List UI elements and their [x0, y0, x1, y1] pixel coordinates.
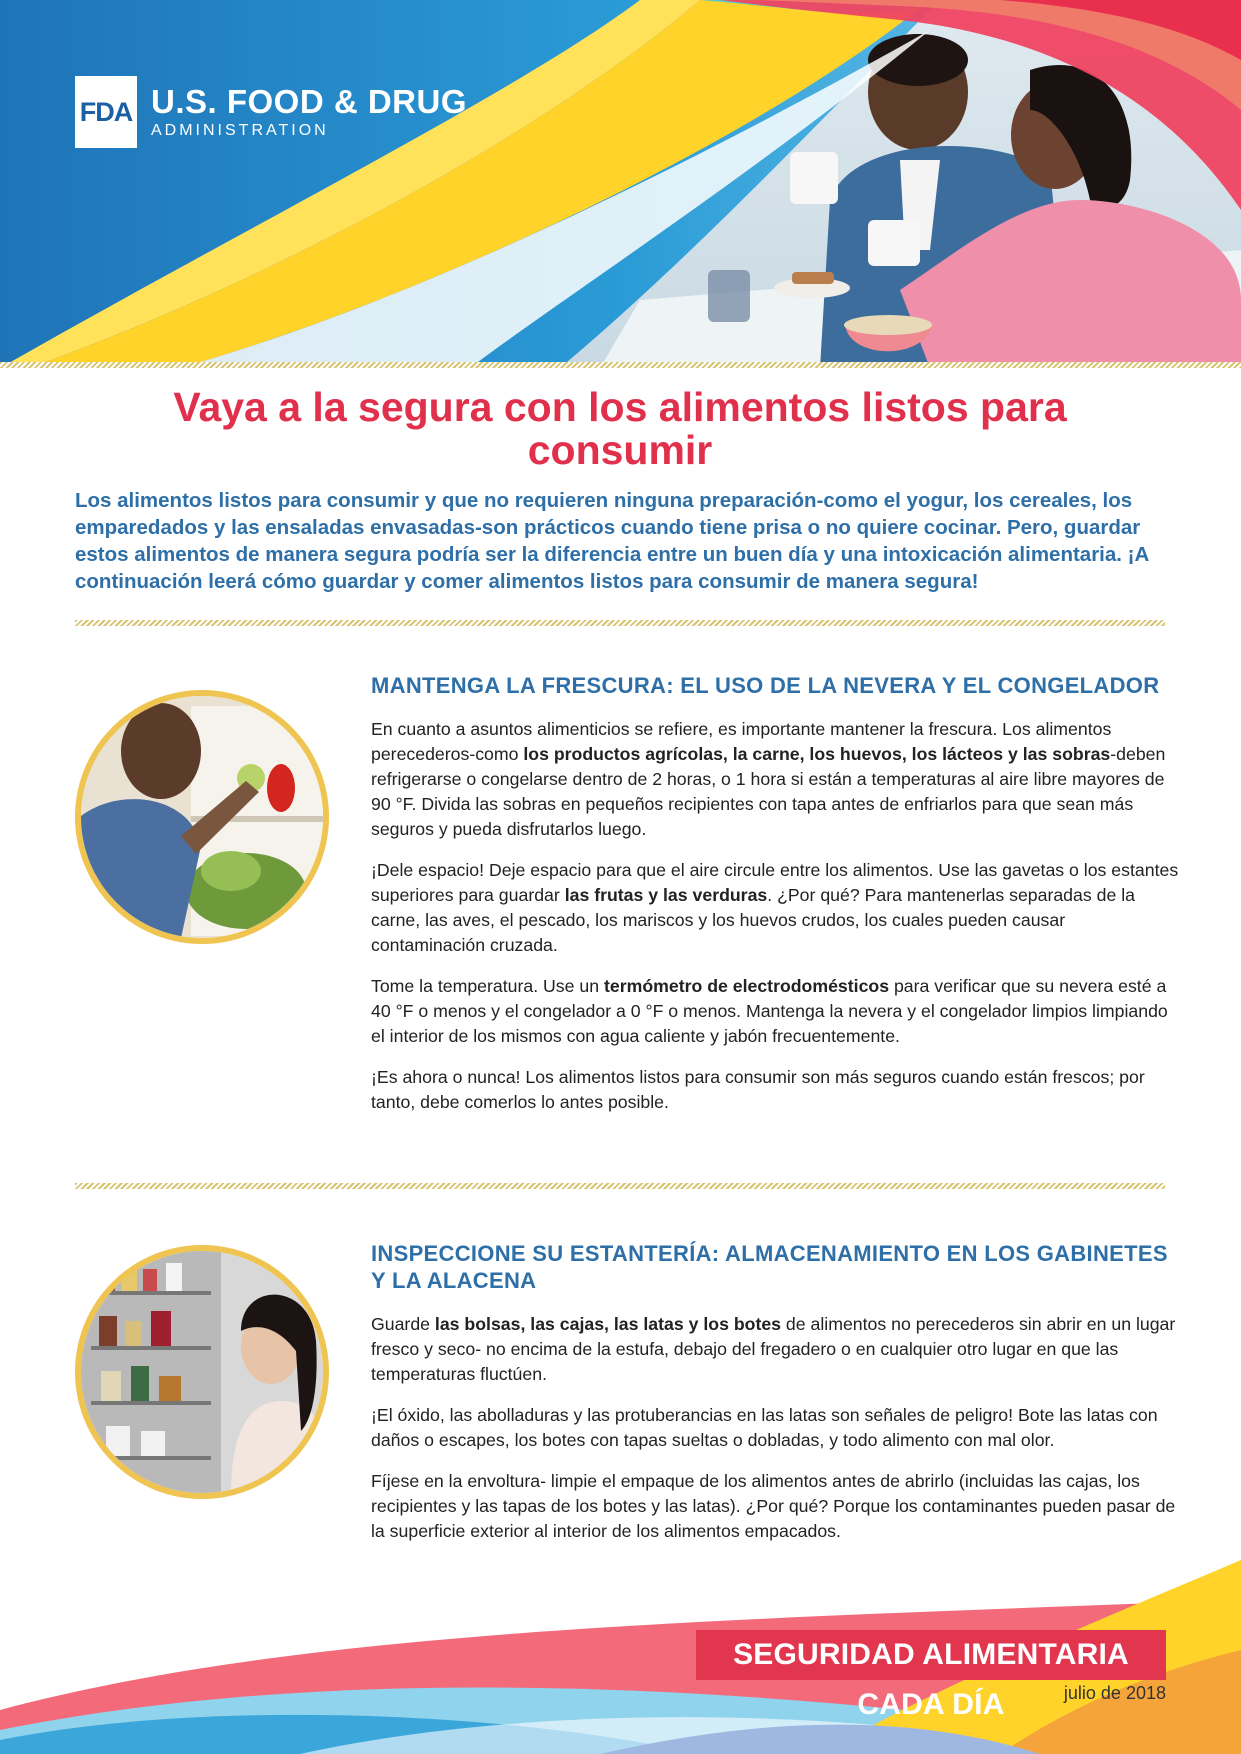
- publication-date: julio de 2018: [1063, 1683, 1166, 1703]
- paragraph: Tome la temperatura. Use un termómetro de electrodomésticos para verificar que su nevera esté a 40 °F o menos y el congelador a 0 °F o menos. Mantenga la nevera y el congelador limpios limpiando el interior de los mismos con agua caliente y jabón frecuentemente.: [371, 976, 1168, 1046]
- header-background: [0, 0, 1241, 368]
- section-heading: INSPECCIONE SU ESTANTERÍA: ALMACENAMIENTO EN LOS GABINETES Y LA ALACENA: [371, 1241, 1168, 1293]
- pantry-cabinet-photo-icon: [75, 1245, 329, 1499]
- footer-banner: SEGURIDAD ALIMENTARIA CADA DÍA: [696, 1630, 1166, 1680]
- refrigerator-produce-photo-icon: [75, 690, 329, 944]
- header-divider: [0, 362, 1241, 368]
- header-banner: [0, 0, 1241, 368]
- fda-logo[interactable]: [75, 76, 467, 148]
- logo-line-2: ADMINISTRATION: [151, 122, 329, 139]
- section-heading: MANTENGA LA FRESCURA: EL USO DE LA NEVERA Y EL CONGELADOR: [371, 673, 1160, 698]
- paragraph: ¡Dele espacio! Deje espacio para que el aire circule entre los alimentos. Use las gavetas o los estantes superiores para guardar las frutas y las verduras. ¿Por qué? Para mantenerlas separadas de la carne, las aves, el pescado, los mariscos y los huevos crudos, los cuales pueden causar contaminación cruzada.: [371, 860, 1179, 955]
- paragraph: ¡Es ahora o nunca! Los alimentos listos para consumir son más seguros cuando están frescos; por tanto, debe comerlos lo antes posible.: [371, 1067, 1145, 1112]
- paragraph: ¡El óxido, las abolladuras y las protuberancias en las latas son señales de peligro! Bote las latas con daños o escapes, los botes con tapas sueltas o dobladas, y todo alimento con mal olor.: [371, 1405, 1158, 1450]
- section-divider: [75, 1183, 1165, 1189]
- paragraph: Guarde las bolsas, las cajas, las latas y los botes de alimentos no perecederos sin abrir en un lugar fresco y seco- no encima de la estufa, debajo del fregadero o en cualquier otro lugar en que las temperaturas fluctúen.: [371, 1314, 1176, 1384]
- paragraph: En cuanto a asuntos alimenticios se refiere, es importante mantener la frescura. Los alimentos perecederos-como los productos agrícolas, la carne, los huevos, los lácteos y las sobras-deben refrigerarse o congelarse dentro de 2 horas, o 1 hora si están a temperaturas al aire libre mayores de 90 °F. Divida las sobras en pequeños recipientes con tapa antes de enfriarlos para que sean más seguros y pueda disfrutarlos luego.: [371, 719, 1166, 839]
- section-pantry-cabinets: [371, 1240, 1181, 1560]
- page-title: Vaya a la segura con los alimentos listos para consumir: [173, 384, 1067, 473]
- fda-logo-mark: FDA: [75, 76, 137, 148]
- intro-paragraph: Los alimentos listos para consumir y que no requieren ninguna preparación-como el yogur, los cereales, los emparedados y las ensaladas envasadas-son prácticos cuando tiene prisa o no quiere cocinar. Pero, guardar estos alimentos de manera segura podría ser la diferencia entre un buen día y una intoxicación alimentaria. ¡A continuación leerá cómo guardar y comer alimentos listos para consumir de manera segura!: [75, 489, 1149, 593]
- section-fridge-freezer: [371, 672, 1181, 1131]
- logo-line-1: U.S. FOOD & DRUG: [151, 83, 468, 120]
- intro-divider: [75, 620, 1165, 626]
- paragraph: Fíjese en la envoltura- limpie el empaque de los alimentos antes de abrirlo (incluidas las cajas, los recipientes y las tapas de los botes y las latas). ¿Por qué? Porque los contaminantes pueden pasar de la superficie exterior al interior de los alimentos empacados.: [371, 1471, 1176, 1541]
